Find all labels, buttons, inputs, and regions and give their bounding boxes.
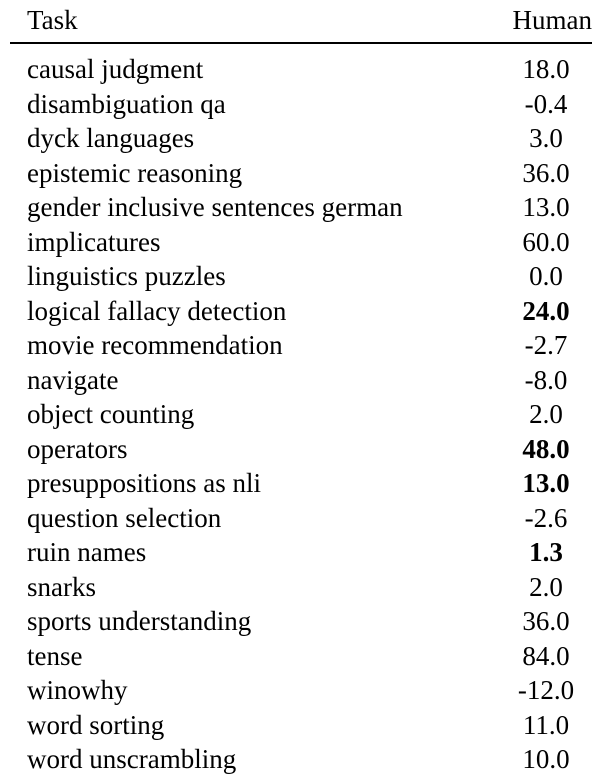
task-cell: causal judgment: [27, 54, 204, 84]
task-cell: disambiguation qa: [27, 88, 226, 119]
human-score-cell: 2.0: [529, 571, 563, 602]
task-column-header: Task: [27, 5, 78, 35]
table-row: [10, 604, 592, 639]
task-cell: object counting: [27, 399, 195, 429]
table-row: [10, 501, 592, 536]
table-row: [10, 225, 592, 260]
table-row: [10, 742, 592, 777]
human-score-cell: 36.0: [522, 157, 570, 188]
table-row: [10, 328, 592, 363]
human-score-cell: 0.0: [529, 261, 563, 291]
human-score-cell: 1.3: [529, 537, 563, 567]
human-score-cell: 36.0: [522, 606, 570, 636]
table-row: [10, 294, 592, 329]
human-score-cell: 2.0: [529, 399, 563, 429]
human-score-cell: -2.6: [524, 502, 568, 533]
task-cell: presuppositions as nli: [27, 468, 261, 498]
task-cell: dyck languages: [27, 123, 195, 153]
human-score-cell: 11.0: [522, 709, 570, 740]
task-cell: logical fallacy detection: [27, 295, 287, 326]
human-score-cell: 18.0: [522, 54, 570, 84]
task-cell: operators: [27, 433, 128, 464]
human-score-cell: -12.0: [517, 675, 575, 705]
results-table: [10, 0, 592, 774]
task-cell: gender inclusive sentences german: [27, 192, 403, 222]
table-row: [10, 432, 592, 467]
table-row: [10, 156, 592, 191]
table-row: [10, 708, 592, 743]
human-score-cell: -2.7: [524, 330, 568, 360]
task-cell: navigate: [27, 364, 119, 395]
table-row: [10, 52, 592, 87]
human-score-cell: 3.0: [529, 123, 563, 153]
table-row: [10, 259, 592, 294]
human-score-cell: -0.4: [524, 88, 568, 119]
human-column-header: Human: [512, 5, 592, 35]
task-cell: sports understanding: [27, 606, 252, 636]
human-score-cell: 60.0: [522, 226, 570, 257]
task-cell: implicatures: [27, 226, 161, 257]
human-score-cell: 13.0: [522, 192, 570, 222]
table-body: [10, 52, 592, 777]
table-row: [10, 673, 592, 708]
table-row: [10, 535, 592, 570]
human-score-cell: 10.0: [522, 744, 570, 774]
human-score-cell: 24.0: [522, 295, 570, 326]
human-score-cell: 48.0: [522, 433, 570, 464]
table-row: [10, 397, 592, 432]
table-row: [10, 363, 592, 398]
table-row: [10, 466, 592, 501]
task-cell: word sorting: [27, 709, 165, 740]
task-cell: word unscrambling: [27, 744, 237, 774]
task-cell: ruin names: [27, 537, 147, 567]
task-cell: snarks: [27, 571, 96, 602]
table-row: [10, 639, 592, 674]
task-cell: winowhy: [27, 675, 128, 705]
table-row: [10, 570, 592, 605]
task-cell: question selection: [27, 502, 222, 533]
human-score-cell: 13.0: [522, 468, 570, 498]
task-cell: linguistics puzzles: [27, 261, 226, 291]
human-score-cell: 84.0: [522, 640, 570, 671]
task-cell: tense: [27, 640, 83, 671]
table-row: [10, 121, 592, 156]
human-score-cell: -8.0: [524, 364, 568, 395]
task-cell: epistemic reasoning: [27, 157, 243, 188]
task-cell: movie recommendation: [27, 330, 283, 360]
table-row: [10, 190, 592, 225]
table-row: [10, 87, 592, 122]
table-header: [10, 0, 592, 44]
